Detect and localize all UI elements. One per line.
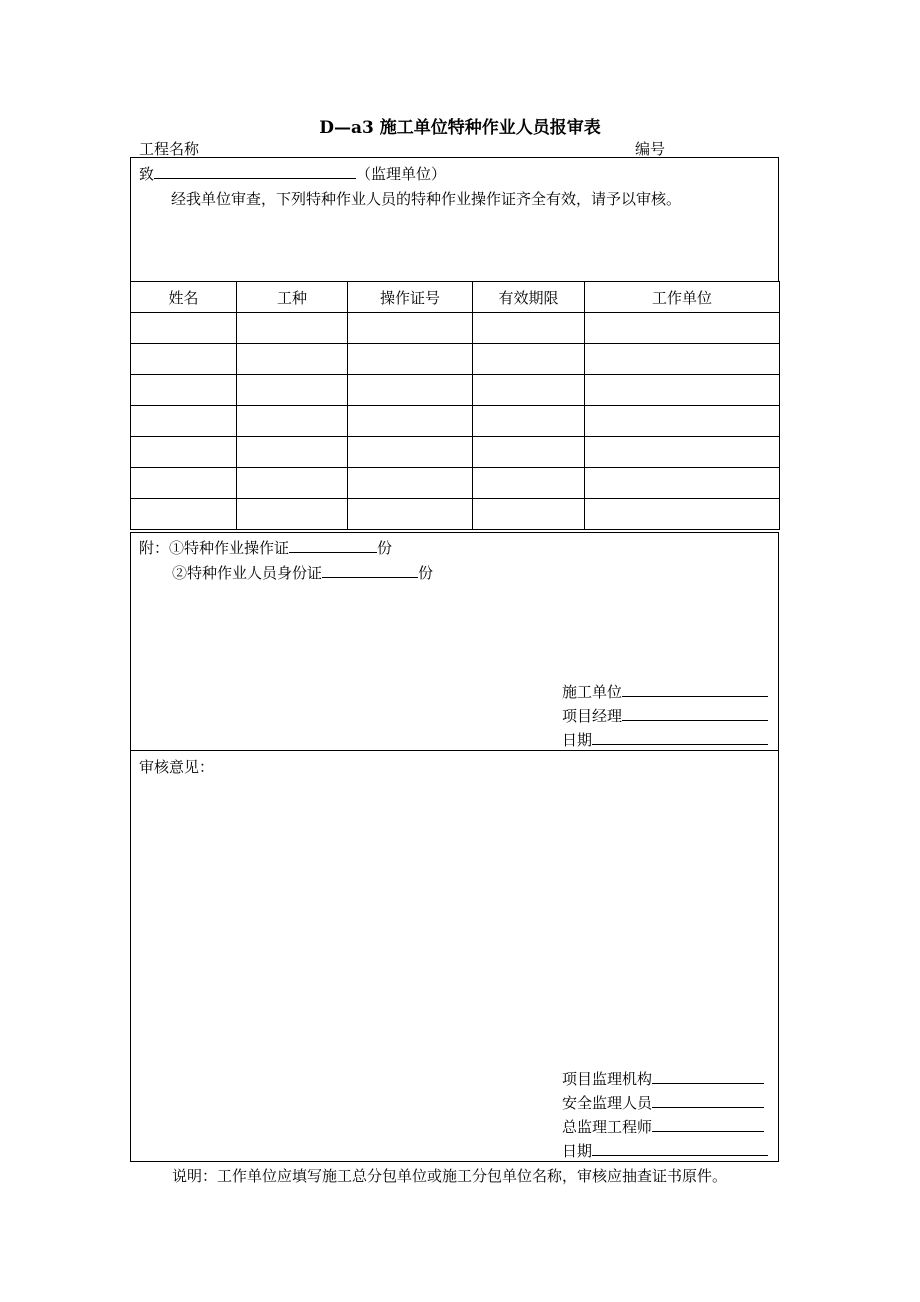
cell-certificate-no[interactable] [348,406,473,437]
cell-certificate-no[interactable] [348,313,473,344]
attachment-1-label: ①特种作业操作证 [169,539,290,557]
cell-trade[interactable] [237,437,348,468]
attachments-prefix: 附： [139,539,170,557]
cell-certificate-no[interactable] [348,468,473,499]
cell-trade[interactable] [237,344,348,375]
to-label: 致 [139,165,155,183]
supervision-org-label: 项目监理机构 [562,1070,653,1088]
header-trade: 工种 [237,282,348,313]
cell-validity[interactable] [473,468,585,499]
cell-validity[interactable] [473,344,585,375]
attachment-2-unit: 份 [418,564,434,582]
sign-safety-supervisor [562,1092,764,1113]
sign-project-manager [562,705,768,726]
table-row [131,437,780,468]
cell-trade[interactable] [237,406,348,437]
project-manager-label: 项目经理 [562,707,623,725]
date-label: 日期 [562,1142,593,1160]
cell-certificate-no[interactable] [348,437,473,468]
table-row [131,468,780,499]
footer-note: 说明：工作单位应填写施工总分包单位或施工分包单位名称，审核应抽查证书原件。 [172,1167,728,1185]
safety-supervisor-field[interactable] [652,1093,764,1108]
cell-name[interactable] [131,499,237,530]
sign-supervision-org [562,1068,764,1089]
cell-name[interactable] [131,468,237,499]
table-row [131,406,780,437]
cell-validity[interactable] [473,437,585,468]
cell-work-unit[interactable] [585,406,780,437]
attachment-item-1 [139,537,392,558]
table-row [131,375,780,406]
cell-validity[interactable] [473,406,585,437]
cell-certificate-no[interactable] [348,499,473,530]
cell-validity[interactable] [473,375,585,406]
page-title: D—a3 施工单位特种作业人员报审表 [319,118,601,138]
table-row [131,344,780,375]
cell-name[interactable] [131,437,237,468]
sign-construction-unit [562,681,768,702]
header-work-unit: 工作单位 [585,282,780,313]
date-label: 日期 [562,731,593,749]
cell-validity[interactable] [473,313,585,344]
statement-text: 经我单位审查，下列特种作业人员的特种作业操作证齐全有效，请予以审核。 [171,190,682,208]
cell-name[interactable] [131,344,237,375]
to-line [139,163,446,184]
cell-certificate-no[interactable] [348,344,473,375]
review-opinion-label: 审核意见： [139,758,215,776]
attachment-2-label: ②特种作业人员身份证 [172,564,323,582]
table-row [131,313,780,344]
cell-name[interactable] [131,406,237,437]
table-row [131,499,780,530]
cell-work-unit[interactable] [585,313,780,344]
cell-trade[interactable] [237,468,348,499]
cell-work-unit[interactable] [585,375,780,406]
date-field[interactable] [592,1141,768,1156]
cell-trade[interactable] [237,499,348,530]
safety-supervisor-label: 安全监理人员 [562,1094,653,1112]
supervision-org-field[interactable] [652,1069,764,1084]
cell-certificate-no[interactable] [348,375,473,406]
construction-unit-field[interactable] [622,682,768,697]
cell-validity[interactable] [473,499,585,530]
attachment-item-2 [172,562,433,583]
date-field[interactable] [592,730,768,745]
table-header-row [131,282,780,313]
number-label: 编号 [635,140,666,158]
cell-work-unit[interactable] [585,499,780,530]
chief-engineer-field[interactable] [652,1117,764,1132]
supervisor-suffix: （监理单位） [356,165,447,183]
cell-name[interactable] [131,375,237,406]
header-name: 姓名 [131,282,237,313]
header-certificate-no: 操作证号 [348,282,473,313]
project-manager-field[interactable] [622,706,768,721]
sign-date-2 [562,1140,768,1161]
cell-name[interactable] [131,313,237,344]
header-validity: 有效期限 [473,282,585,313]
supervisor-unit-field[interactable] [154,164,356,179]
sign-chief-engineer [562,1116,764,1137]
cell-trade[interactable] [237,375,348,406]
chief-engineer-label: 总监理工程师 [562,1118,653,1136]
cell-work-unit[interactable] [585,344,780,375]
cell-work-unit[interactable] [585,468,780,499]
project-name-label: 工程名称 [139,140,200,158]
attachment-1-unit: 份 [377,539,393,557]
cell-trade[interactable] [237,313,348,344]
construction-unit-label: 施工单位 [562,683,623,701]
personnel-table [130,281,780,530]
cell-work-unit[interactable] [585,437,780,468]
attachment-2-count-field[interactable] [322,563,418,578]
sign-date-1 [562,729,768,750]
attachment-1-count-field[interactable] [289,538,377,553]
